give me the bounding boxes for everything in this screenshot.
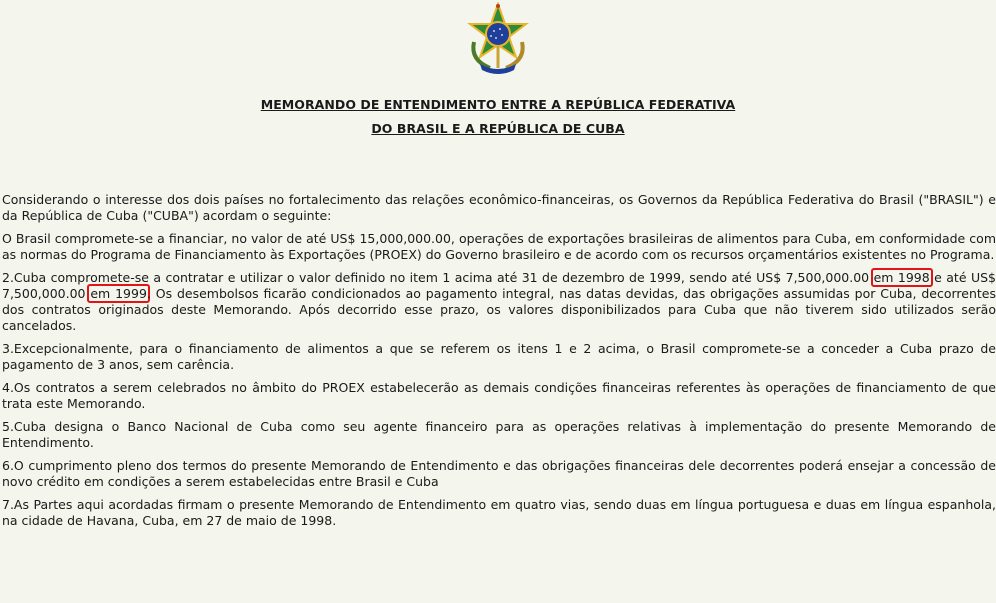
paragraph-2-part2: e até US$ 7,500,000.00: [2, 270, 996, 301]
memorandum-title-line1: MEMORANDO DE ENTENDIMENTO ENTRE A REPÚBLICA FEDERATIVA: [260, 97, 736, 112]
paragraph-5: 5.Cuba designa o Banco Nacional de Cuba como seu agente financeiro para as operações relativas à implementação do presente Memorando de Entendimento.: [2, 419, 996, 450]
paragraph-1: O Brasil compromete-se a financiar, no valor de até US$ 15,000,000.00, operações de exportações brasileiras de alimentos para Cuba, em conformidade com as normas do Programa de Financiamento às Exportações (PROEX) do Governo brasileiro e de acordo com os recursos orçamentários existentes no Programa.: [2, 231, 996, 262]
paragraph-7: 7.As Partes aqui acordadas firmam o presente Memorando de Entendimento em quatro vias, sendo duas em língua portuguesa e duas em língua espanhola, na cidade de Havana, Cuba, em 27 de maio de 1998.: [2, 497, 996, 528]
intro-paragraph: Considerando o interesse dos dois países no fortalecimento das relações econômico-financeiras, os Governos da República Federativa do Brasil ("BRASIL") e da República de Cuba ("CUBA") acordam o seguinte:: [2, 192, 996, 223]
brazil-coat-of-arms-icon: [460, 2, 536, 76]
paragraph-3: 3.Excepcionalmente, para o financiamento de alimentos a que se referem os itens 1 e 2 acima, o Brasil compromete-se a conceder a Cuba prazo de pagamento de 3 anos, sem carência.: [2, 341, 996, 372]
paragraph-2: [2, 270, 996, 334]
seal-sword: [497, 46, 500, 68]
highlight-em-1998: em 1998: [871, 268, 933, 287]
paragraph-4: 4.Os contratos a serem celebrados no âmbito do PROEX estabelecerão as demais condições financeiras referentes às operações de financiamento de que trata este Memorando.: [2, 380, 996, 411]
highlight-em-1999: em 1999: [87, 284, 150, 303]
paragraph-2-part1: 2.Cuba compromete-se a contratar e utilizar o valor definido no item 1 acima até 31 de dezembro de 1999, sendo até US$ 7,500,000.00: [2, 270, 870, 285]
memorandum-title-line2: DO BRASIL E A REPÚBLICA DE CUBA: [371, 121, 625, 136]
paragraph-2-part3: . Os desembolsos ficarão condicionados ao pagamento integral, nas datas devidas, das obrigações assumidas por Cuba, decorrentes dos contratos originados deste Memorando. Após decorrido esse prazo, os valores disponibilizados para Cuba que não tiverem sido utilizados serão cancelados.: [2, 286, 996, 333]
paragraph-6: 6.O cumprimento pleno dos termos do presente Memorando de Entendimento e das obrigações financeiras dele decorrentes poderá ensejar a concessão de novo crédito em condições a serem estabelecidas entre Brasil e Cuba: [2, 458, 996, 489]
seal-center-disc: [486, 22, 510, 46]
memorandum-body: [2, 192, 996, 536]
